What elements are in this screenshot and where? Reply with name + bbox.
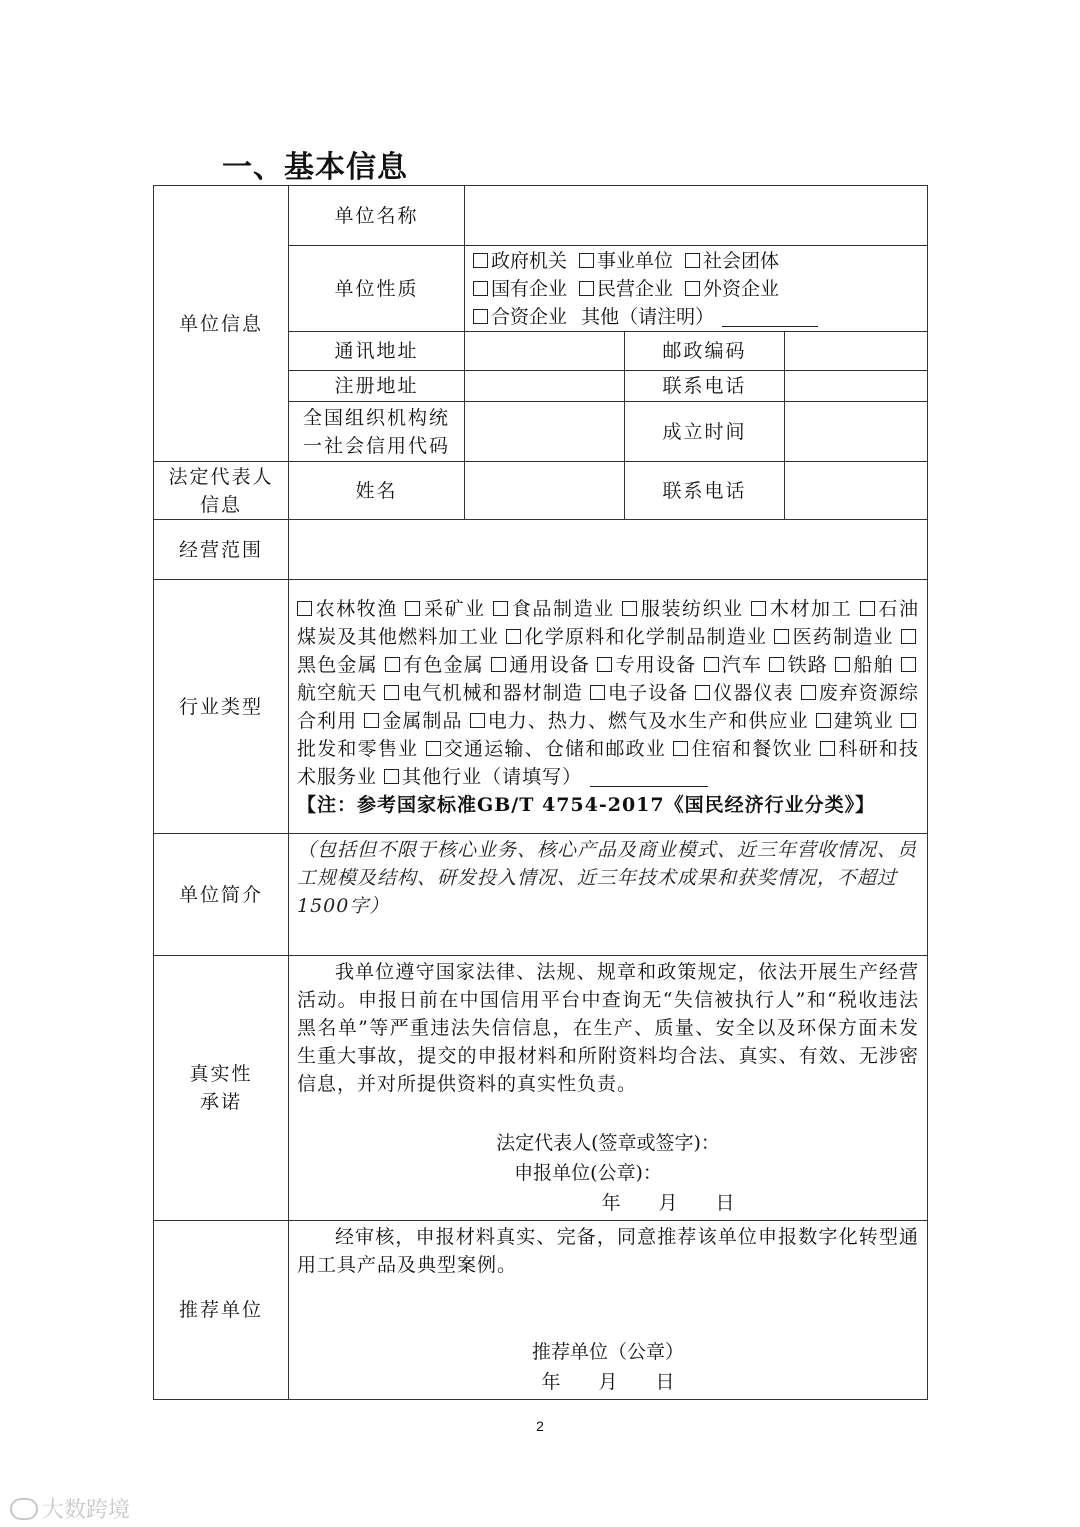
row-profile — [154, 834, 928, 956]
pledge-sign-unit: 申报单位(公章)： — [514, 1162, 662, 1184]
unit-nature-label: 单位性质 — [289, 246, 465, 332]
checkbox[interactable] — [384, 769, 399, 784]
option-other-label: 其他（请注明） — [581, 305, 715, 328]
row-pledge — [154, 956, 928, 1221]
option-label: 国有企业 — [491, 277, 568, 300]
option-label: 民营企业 — [597, 277, 674, 300]
credit-code-label-line-2: 一社会信用代码 — [302, 434, 450, 457]
checkbox[interactable] — [506, 629, 521, 644]
checkbox[interactable] — [297, 601, 312, 616]
recommend-text: 经审核，申报材料真实、完备，同意推荐该单位申报数字化转型通用工具产品及典型案例。 — [297, 1226, 920, 1276]
watermark-text: 大数跨境 — [42, 1498, 131, 1523]
option-label: 食品制造业 — [511, 597, 615, 620]
industry-note: 【注：参考国家标准GB/T 4754-2017《国民经济行业分类》】 — [297, 793, 876, 816]
recommend-sign: 推荐单位（公章） — [532, 1341, 685, 1363]
unit-nature-row — [473, 275, 921, 303]
watermark-logo-icon — [10, 1498, 38, 1520]
option-label: 电子设备 — [607, 681, 689, 704]
option-label: 服装纺织业 — [640, 597, 744, 620]
industry-option — [470, 710, 809, 732]
industry-options — [289, 580, 928, 834]
profile-hint: （包括但不限于核心业务、核心产品及商业模式、近三年营收情况、员工规模及结构、研发投入情况、近三年技术成果和获奖情况，不超过1500字） — [297, 839, 918, 917]
unit-name-field[interactable] — [465, 186, 928, 246]
checkbox[interactable] — [493, 601, 508, 616]
checkbox[interactable] — [673, 741, 688, 756]
row-recommend — [154, 1221, 928, 1400]
industry-option — [695, 682, 793, 704]
legal-rep-group-label — [154, 462, 289, 520]
checkbox[interactable] — [835, 657, 850, 672]
checkbox[interactable] — [820, 741, 835, 756]
pledge-text: 我单位遵守国家法律、法规、规章和政策规定，依法开展生产经营活动。申报日前在中国信用平台中查询无“失信被执行人”和“税收违法黑名单”等严重违法失信信息，在生产、质量、安全以及环保方面未发生重大事故，提交的申报材料和所附资料均合法、真实、有效、无涉密信息，并对所提供资料的真实性负责。 — [297, 961, 920, 1095]
pledge-content — [289, 956, 928, 1221]
phone-label: 联系电话 — [625, 371, 785, 402]
checkbox[interactable] — [774, 629, 789, 644]
industry-label: 行业类型 — [154, 580, 289, 834]
option-label: 交通运输、仓储和邮政业 — [443, 737, 667, 760]
other-blank-field[interactable] — [722, 306, 818, 327]
option-label: 建筑业 — [833, 709, 894, 732]
industry-option — [751, 598, 852, 620]
unit-name-label: 单位名称 — [289, 186, 465, 246]
industry-option-list — [297, 598, 919, 788]
checkbox[interactable] — [704, 657, 719, 672]
checkbox[interactable] — [901, 629, 916, 644]
address-field[interactable] — [465, 332, 625, 371]
postcode-label: 邮政编码 — [625, 332, 785, 371]
phone-field[interactable] — [785, 371, 928, 402]
checkbox[interactable] — [426, 741, 441, 756]
section-title: 一、基本信息 — [222, 150, 408, 185]
pledge-label-line-2: 承诺 — [199, 1091, 242, 1113]
industry-option-other — [384, 766, 708, 788]
row-unit-name — [154, 186, 928, 246]
industry-option — [491, 654, 590, 676]
industry-option — [622, 598, 743, 620]
option-label: 其他行业（请填写） — [402, 765, 583, 788]
reg-address-field[interactable] — [465, 371, 625, 402]
other-industry-blank-field[interactable] — [590, 766, 708, 787]
option-label: 合资企业 — [491, 305, 568, 328]
founded-field[interactable] — [785, 402, 928, 462]
checkbox[interactable] — [470, 713, 485, 728]
option-label: 木材加工 — [769, 597, 853, 620]
checkbox[interactable] — [622, 601, 637, 616]
checkbox[interactable] — [579, 281, 594, 296]
checkbox[interactable] — [751, 601, 766, 616]
pledge-sign-rep: 法定代表人(签章或签字)： — [496, 1132, 720, 1154]
checkbox[interactable] — [590, 685, 605, 700]
industry-option — [506, 626, 767, 648]
option-label: 农林牧渔 — [315, 597, 398, 620]
checkbox[interactable] — [384, 685, 399, 700]
industry-option — [405, 598, 485, 620]
pledge-label-line-1: 真实性 — [189, 1063, 253, 1085]
option-label: 航空航天 — [297, 681, 378, 704]
option-label: 废弃资源综合利用 — [297, 681, 919, 732]
credit-code-label-line-1: 全国组织机构统 — [302, 406, 450, 429]
checkbox[interactable] — [685, 253, 700, 268]
legal-rep-phone-label: 联系电话 — [625, 462, 785, 520]
option-label: 电力、热力、燃气及水生产和供应业 — [487, 709, 809, 732]
watermark — [10, 1493, 130, 1524]
option-label: 采矿业 — [423, 597, 486, 620]
credit-code-label — [289, 402, 465, 462]
industry-option — [597, 654, 696, 676]
industry-option — [364, 710, 462, 732]
business-scope-field[interactable] — [289, 520, 928, 580]
option-label: 外资企业 — [703, 277, 780, 300]
legal-rep-phone-field[interactable] — [785, 462, 928, 520]
page-number: 2 — [536, 1418, 544, 1434]
profile-label: 单位简介 — [154, 834, 289, 956]
checkbox[interactable] — [364, 713, 379, 728]
checkbox[interactable] — [695, 685, 710, 700]
industry-option — [493, 598, 614, 620]
founded-label: 成立时间 — [625, 402, 785, 462]
option-label: 石油煤炭及其他燃料加工业 — [297, 597, 919, 648]
checkbox[interactable] — [801, 685, 816, 700]
option-label: 住宿和餐饮业 — [691, 737, 813, 760]
checkbox[interactable] — [385, 657, 400, 672]
checkbox[interactable] — [473, 281, 488, 296]
checkbox[interactable] — [816, 713, 831, 728]
recommend-content — [289, 1221, 928, 1400]
unit-nature-last-row — [473, 303, 921, 331]
reg-address-label: 注册地址 — [289, 371, 465, 402]
industry-option — [769, 654, 828, 676]
option-label: 有色金属 — [403, 653, 484, 676]
option-label: 社会团体 — [703, 249, 780, 272]
option-label: 事业单位 — [597, 249, 674, 272]
recommend-date: 年 月 日 — [541, 1371, 675, 1393]
checkbox[interactable] — [860, 601, 875, 616]
option-label: 化学原料和化学制品制造业 — [524, 625, 768, 648]
basic-info-form — [153, 185, 928, 1400]
option-label: 电气机械和器材制造 — [402, 681, 583, 704]
unit-nature-row — [473, 247, 921, 275]
recommend-label: 推荐单位 — [154, 1221, 289, 1400]
address-label: 通讯地址 — [289, 332, 465, 371]
pledge-date: 年 月 日 — [601, 1192, 735, 1214]
industry-option — [426, 738, 667, 760]
industry-option — [384, 682, 583, 704]
option-label: 黑色金属 — [297, 653, 378, 676]
option-label: 金属制品 — [382, 709, 463, 732]
checkbox[interactable] — [473, 253, 488, 268]
option-label: 医药制造业 — [792, 625, 894, 648]
checkbox[interactable] — [685, 281, 700, 296]
unit-info-group-label: 单位信息 — [154, 186, 289, 462]
industry-option — [297, 598, 398, 620]
option-label: 船舶 — [853, 653, 894, 676]
industry-option — [385, 654, 484, 676]
checkbox[interactable] — [597, 657, 612, 672]
option-label: 专用设备 — [615, 653, 697, 676]
checkbox[interactable] — [769, 657, 784, 672]
checkbox[interactable] — [901, 713, 916, 728]
option-label: 通用设备 — [509, 653, 591, 676]
checkbox[interactable] — [579, 253, 594, 268]
profile-field[interactable] — [289, 834, 928, 956]
industry-option — [590, 682, 688, 704]
option-label: 仪器仪表 — [713, 681, 794, 704]
unit-nature-checkbox-rows — [473, 247, 921, 303]
row-industry — [154, 580, 928, 834]
legal-rep-label-line-1: 法定代表人 — [168, 465, 274, 488]
option-label: 汽车 — [721, 653, 763, 676]
checkbox[interactable] — [473, 309, 488, 324]
industry-option — [673, 738, 813, 760]
legal-rep-name-label: 姓名 — [289, 462, 465, 520]
checkbox[interactable] — [405, 601, 420, 616]
row-business-scope — [154, 520, 928, 580]
industry-option — [835, 654, 894, 676]
legal-rep-name-field[interactable] — [465, 462, 625, 520]
industry-option — [816, 710, 894, 732]
industry-option — [704, 654, 763, 676]
postcode-field[interactable] — [785, 332, 928, 371]
option-label: 科研和技术服务业 — [297, 737, 919, 788]
option-label: 铁路 — [787, 653, 828, 676]
option-label: 批发和零售业 — [297, 737, 419, 760]
unit-nature-options — [465, 246, 928, 332]
checkbox[interactable] — [491, 657, 506, 672]
business-scope-label: 经营范围 — [154, 520, 289, 580]
option-label: 政府机关 — [491, 249, 568, 272]
credit-code-field[interactable] — [465, 402, 625, 462]
checkbox[interactable] — [901, 657, 916, 672]
industry-option — [774, 626, 893, 648]
legal-rep-label-line-2: 信息 — [199, 493, 242, 516]
row-legal-rep — [154, 462, 928, 520]
